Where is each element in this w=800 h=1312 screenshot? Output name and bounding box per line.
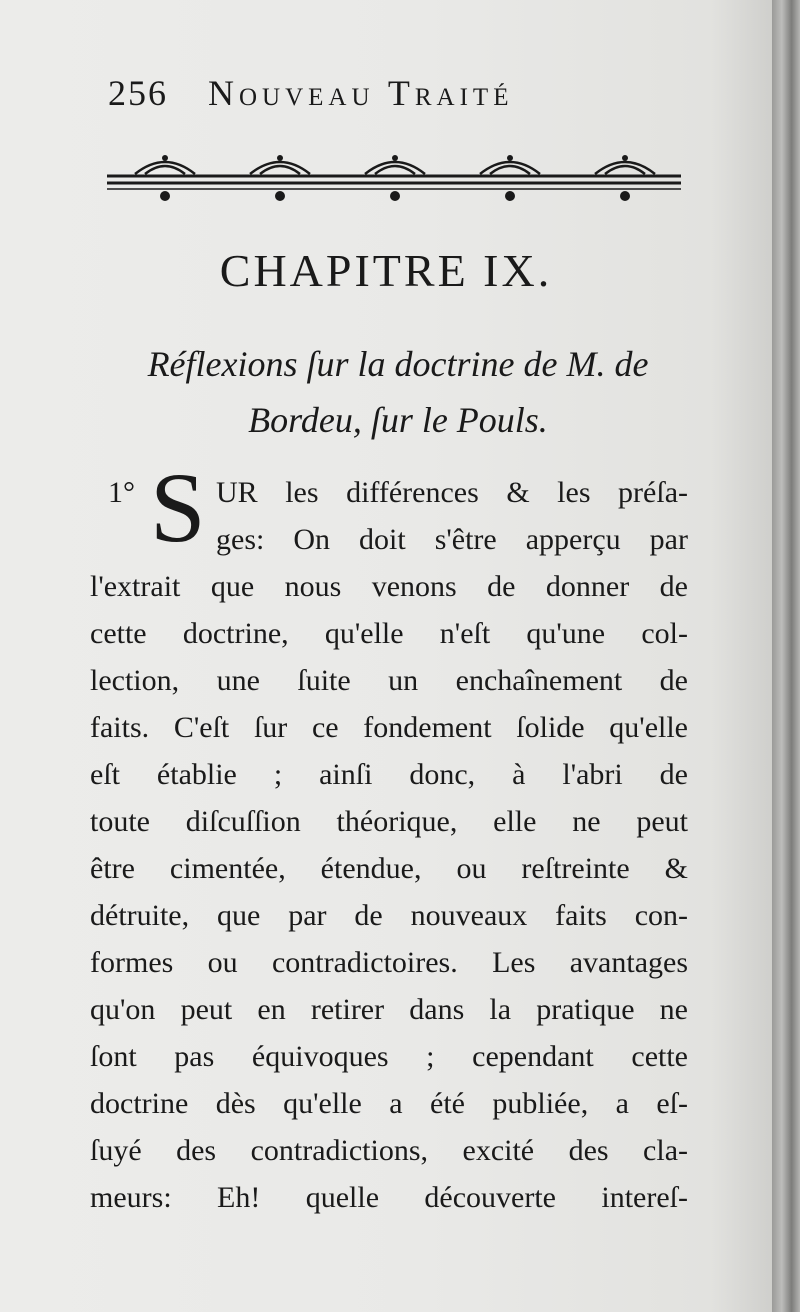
- body-line: doctrine dès qu'elle a été publiée, a eſ-: [90, 1087, 688, 1120]
- body-line: toute diſcuſſion théorique, elle ne peut: [90, 805, 688, 838]
- body-line: être cimentée, étendue, ou reſtreinte &: [90, 852, 688, 885]
- body-line: qu'on peut en retirer dans la pratique ne: [90, 993, 688, 1026]
- body-line: cette doctrine, qu'elle n'eſt qu'une col-: [90, 617, 688, 650]
- drop-cap: S: [150, 452, 206, 563]
- paragraph-number: 1°: [108, 476, 135, 509]
- body-line: eſt établie ; ainſi donc, à l'abri de: [90, 758, 688, 791]
- body-line: lection, une ſuite un enchaînement de: [90, 664, 688, 697]
- page-number: 256: [108, 73, 168, 113]
- headpiece-ornament: [105, 152, 683, 208]
- chapter-subtitle: [98, 336, 698, 448]
- body-line: ſuyé des contradictions, excité des cla-: [90, 1134, 688, 1167]
- body-line: UR les différences & les préſa-: [216, 476, 688, 509]
- running-head: [108, 72, 608, 122]
- subtitle-line: Bordeu, ſur le Pouls.: [248, 400, 548, 440]
- body-line: ſont pas équivoques ; cependant cette: [90, 1040, 688, 1073]
- body-line: détruite, que par de nouveaux faits con-: [90, 899, 688, 932]
- body-line: meurs: Eh! quelle découverte intereſ-: [90, 1181, 688, 1214]
- chapter-title: CHAPITRE IX.: [219, 245, 553, 296]
- running-title: Nouveau Traité: [208, 73, 514, 113]
- body-line: faits. C'eſt ſur ce fondement ſolide qu'elle: [90, 711, 688, 744]
- body-line: l'extrait que nous venons de donner de: [90, 570, 688, 603]
- page-edge: [772, 0, 800, 1312]
- subtitle-line: Réflexions ſur la doctrine de M. de: [147, 344, 649, 384]
- body-line: ges: On doit s'être apperçu par: [216, 523, 688, 556]
- body-line: formes ou contradictoires. Les avantages: [90, 946, 688, 979]
